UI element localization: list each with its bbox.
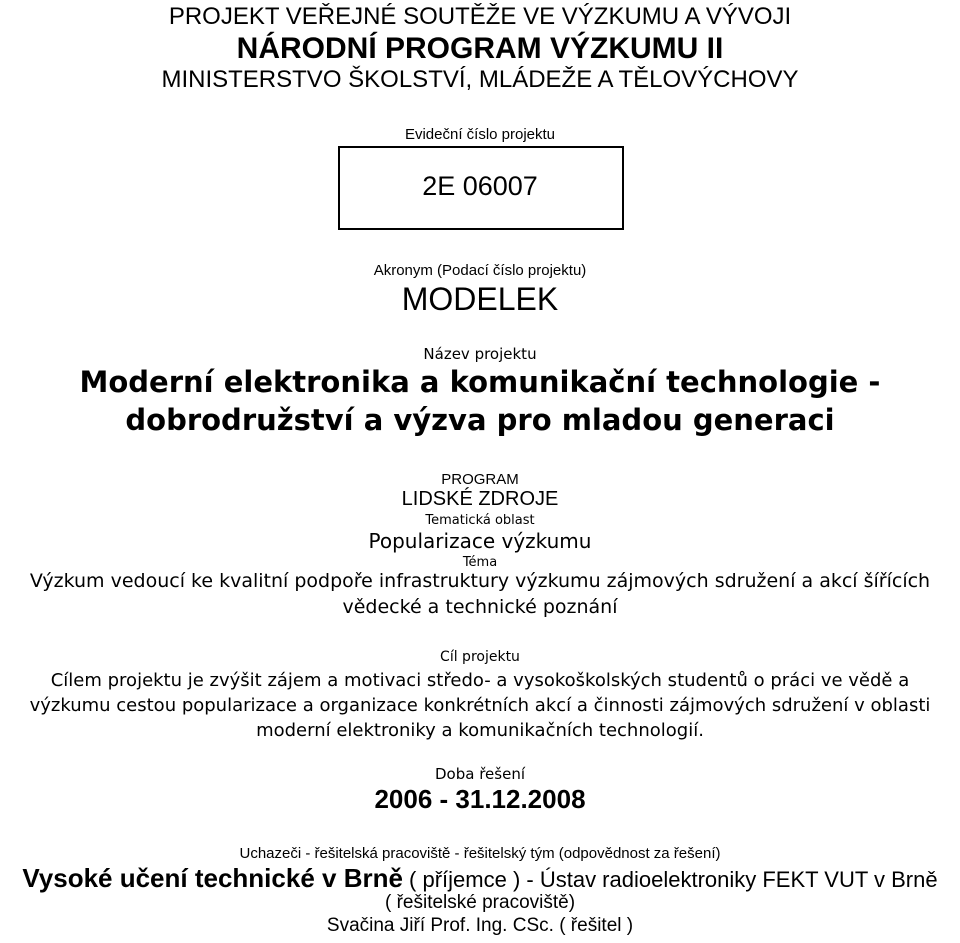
program-value: LIDSKÉ ZDROJE: [401, 488, 559, 510]
university-name: Vysoké učení technické v Brně: [22, 863, 403, 893]
applicants-label: Uchazeči - řešitelská pracoviště - řešitelský tým (odpovědnost za řešení): [239, 845, 721, 862]
acronym-value: MODELEK: [401, 281, 559, 317]
recipient-institute: ( příjemce ) - Ústav radioelektroniky FEKT VUT v Brně: [402, 867, 938, 892]
principal-investigator: Svačina Jiří Prof. Ing. CSc. ( řešitel ): [326, 915, 634, 936]
project-name-line-2: dobrodružství a výzva pro mladou generaci: [125, 403, 835, 437]
project-name-label: Název projektu: [423, 345, 537, 363]
duration-label: Doba řešení: [435, 765, 525, 783]
topic-label: Téma: [462, 555, 498, 570]
thematic-area-value: Popularizace výzkumu: [368, 529, 592, 553]
topic-line-2: vědecké a technické poznání: [342, 596, 618, 618]
acronym-label: Akronym (Podací číslo projektu): [373, 262, 587, 279]
header-line-3: MINISTERSTVO ŠKOLSTVÍ, MLÁDEŽE A TĚLOVÝCHOVY: [161, 66, 799, 93]
applicants-line-2: ( řešitelské pracoviště): [384, 892, 576, 913]
header-line-1: PROJEKT VEŘEJNÉ SOUTĚŽE VE VÝZKUMU A VÝVOJI: [168, 3, 792, 30]
evidence-number-label: Evideční číslo projektu: [404, 126, 556, 143]
goal-line-1: Cílem projektu je zvýšit zájem a motivaci středo- a vysokoškolských studentů o práci ve vědě a: [50, 670, 910, 691]
project-name-line-1: Moderní elektronika a komunikační technologie -: [79, 365, 881, 399]
goal-label: Cíl projektu: [440, 649, 520, 665]
thematic-area-label: Tematická oblast: [425, 513, 535, 528]
header-line-2: NÁRODNÍ PROGRAM VÝZKUMU II: [236, 32, 724, 65]
evidence-number: 2E 06007: [422, 171, 538, 201]
goal-line-3: moderní elektroniky a komunikačních technologií.: [256, 720, 704, 741]
goal-line-2: výzkumu cestou popularizace a organizace konkrétních akcí a činnosti zájmových sdružení v oblasti: [29, 695, 931, 716]
applicants-line-1: [0, 864, 960, 894]
program-label: PROGRAM: [441, 471, 519, 488]
duration-value: 2006 - 31.12.2008: [374, 784, 586, 814]
topic-line-1: Výzkum vedoucí ke kvalitní podpoře infrastruktury výzkumu zájmových sdružení a akcí šířících: [29, 570, 931, 592]
